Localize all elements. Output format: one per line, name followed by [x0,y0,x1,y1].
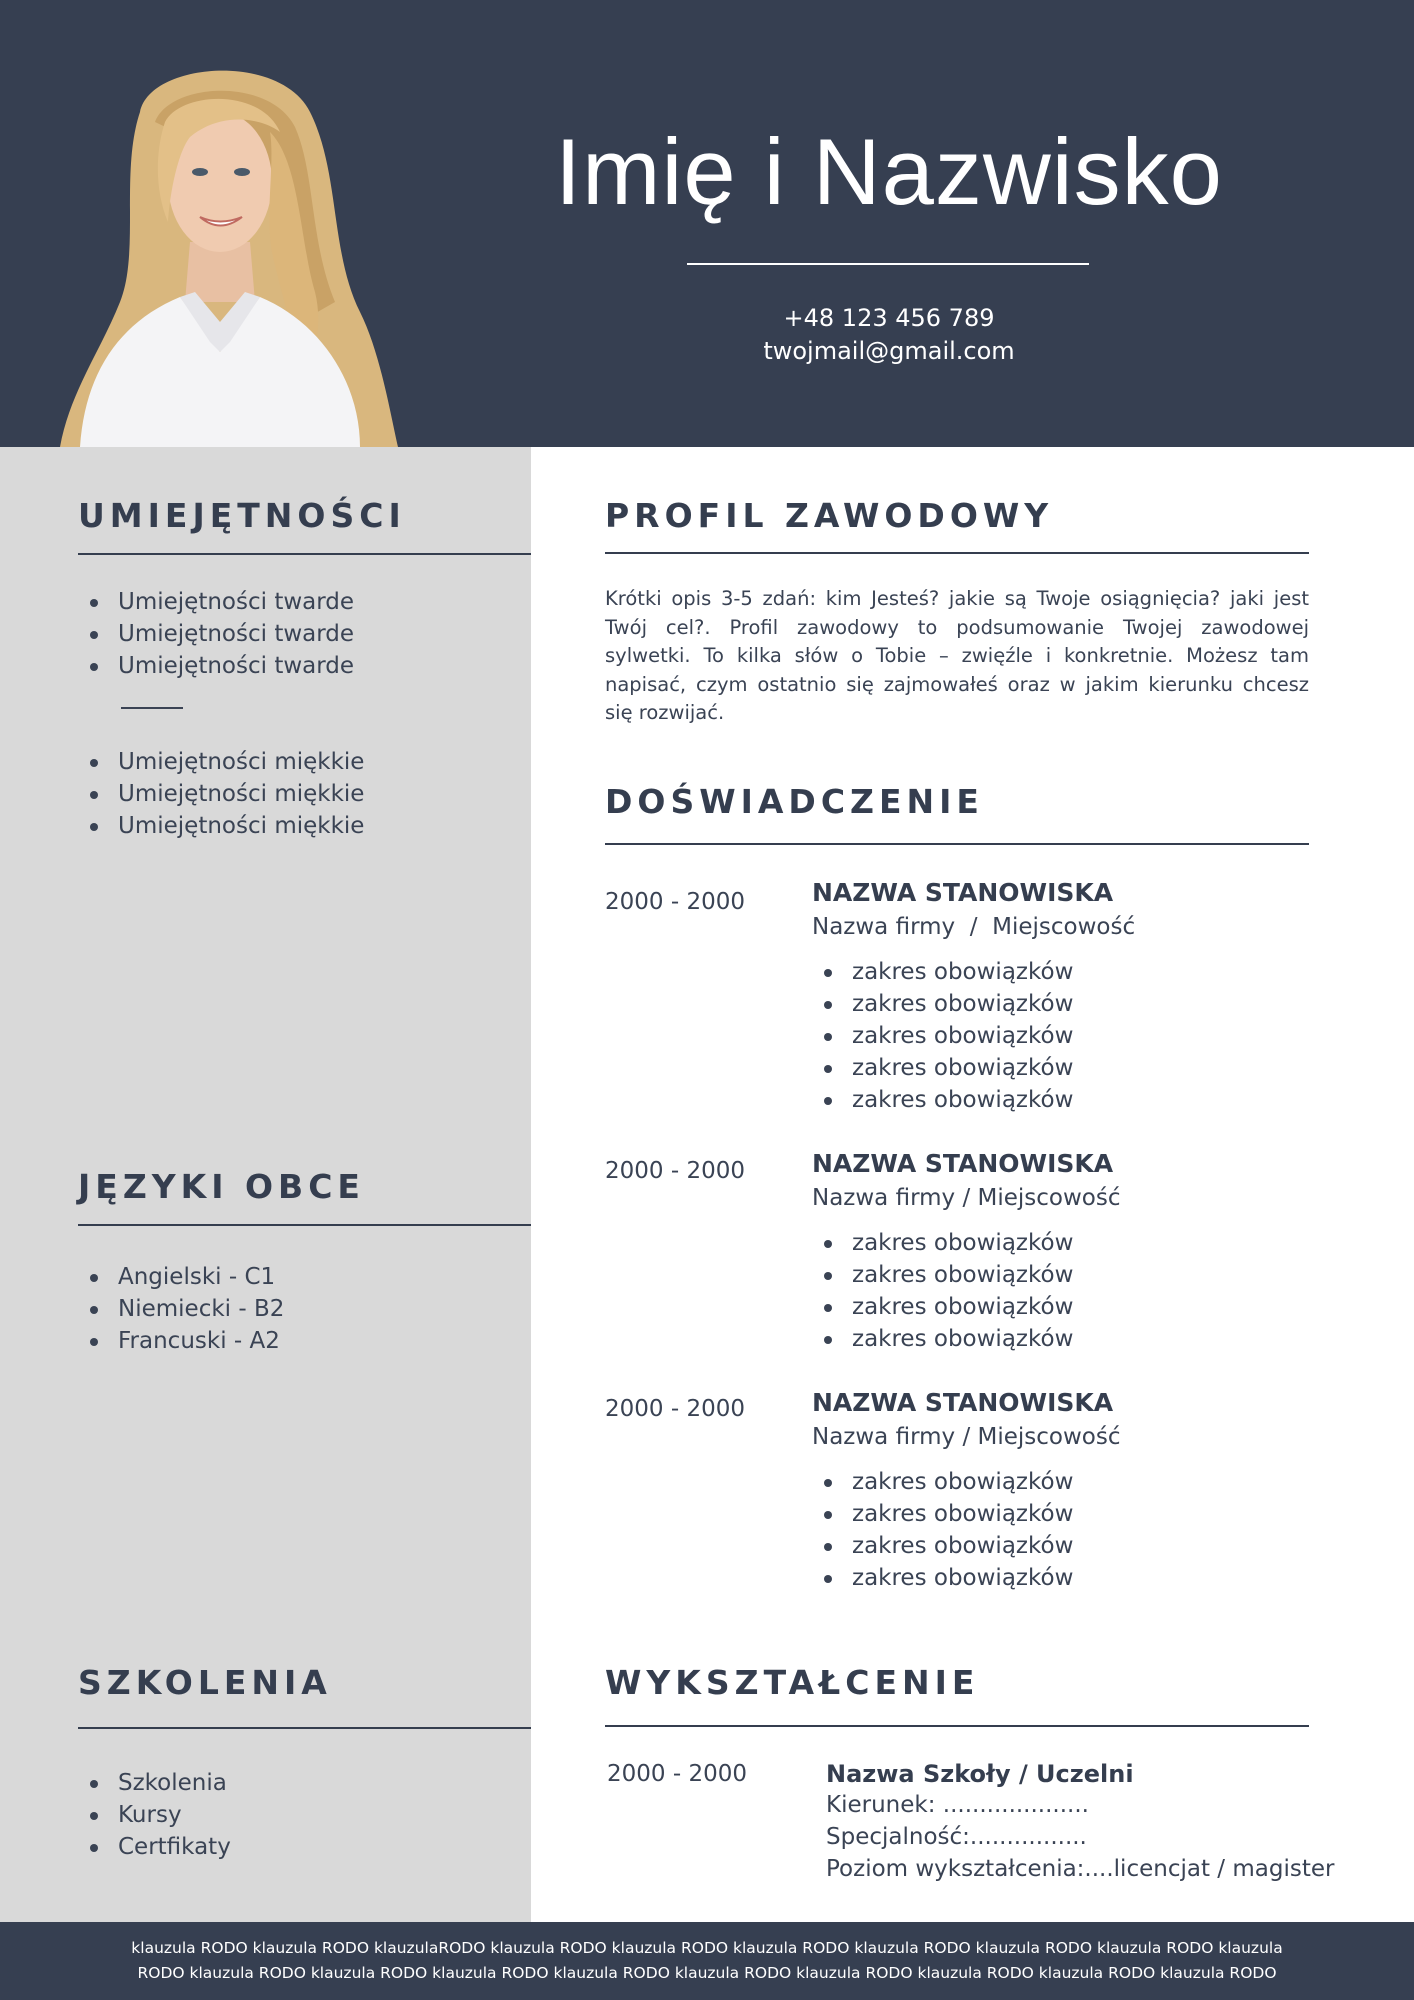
experience-title: DOŚWIADCZENIE [605,782,984,821]
job-company: Nazwa firmy / Miejscowość [812,1185,1121,1211]
job-dates: 2000 - 2000 [605,889,745,915]
job-duties-list [812,1466,1073,1594]
job-position: NAZWA STANOWISKA [812,878,1114,907]
list-item: Certfikaty [78,1831,231,1863]
list-item: zakres obowiązków [812,1291,1073,1323]
skills-divider [78,553,531,555]
list-item: zakres obowiązków [812,1020,1073,1052]
list-item: zakres obowiązków [812,1084,1073,1116]
job-duties-list [812,1227,1073,1355]
list-item: zakres obowiązków [812,988,1073,1020]
gdpr-clause [80,1936,1334,1986]
list-item: zakres obowiązków [812,1259,1073,1291]
list-item: Angielski - C1 [78,1261,284,1293]
list-item: zakres obowiązków [812,1498,1073,1530]
list-item: Umiejętności miękkie [78,778,364,810]
job-dates: 2000 - 2000 [605,1158,745,1184]
job-dates: 2000 - 2000 [605,1396,745,1422]
job-company: Nazwa firmy / Miejscowość [812,1424,1121,1450]
education-field: Kierunek: .................... [826,1792,1089,1818]
education-divider [605,1725,1309,1727]
skills-title: UMIEJĘTNOŚCI [78,496,406,535]
candidate-name: Imię i Nazwisko [555,119,1223,224]
profile-divider [605,552,1309,554]
list-item: zakres obowiązków [812,1052,1073,1084]
list-item: Kursy [78,1799,231,1831]
trainings-list [78,1767,231,1863]
gdpr-clause-line: klauzula RODO klauzula RODO klauzulaRODO klauzula RODO klauzula RODO klauzula RODO klauzula RODO klauzula RODO klauzula RODO klauzula [131,1939,1283,1957]
gdpr-clause-line: RODO klauzula RODO klauzula RODO klauzula RODO klauzula RODO klauzula RODO klauzula RODO klauzula RODO klauzula RODO klauzula RODO [137,1964,1277,1982]
skills-separator [121,707,183,709]
list-item: Umiejętności twarde [78,586,354,618]
list-item: Umiejętności miękkie [78,810,364,842]
experience-divider [605,843,1309,845]
job-duties-list [812,956,1073,1116]
trainings-divider [78,1727,531,1729]
list-item: Szkolenia [78,1767,231,1799]
education-level: Poziom wykształcenia:....licencjat / magister [826,1856,1335,1882]
email-address: twojmail@gmail.com [763,337,1015,365]
list-item: Niemiecki - B2 [78,1293,284,1325]
list-item: zakres obowiązków [812,1466,1073,1498]
job-position: NAZWA STANOWISKA [812,1388,1114,1417]
languages-title: JĘZYKI OBCE [78,1167,365,1206]
profile-title: PROFIL ZAWODOWY [605,496,1054,535]
name-divider [687,263,1089,265]
header-banner [0,0,1414,447]
languages-list [78,1261,284,1357]
education-dates: 2000 - 2000 [607,1761,747,1787]
list-item: Umiejętności twarde [78,618,354,650]
list-item: Umiejętności miękkie [78,746,364,778]
languages-divider [78,1224,531,1226]
profile-text: Krótki opis 3-5 zdań: kim Jesteś? jakie są Twoje osiągnięcia? jaki jest Twój cel?. Profil zawodowy to podsumowanie Twojej zawodowej sylwetki. To kilka słów o Tobie – zwięźle i konkretnie. Możesz tam napisać, czym ostatnio się zajmowałeś oraz w jakim kierunku chcesz się rozwijać. [605,587,1309,724]
list-item: Francuski - A2 [78,1325,284,1357]
list-item: zakres obowiązków [812,1227,1073,1259]
footer-banner [0,1922,1414,2000]
hard-skills-list [78,586,354,682]
job-position: NAZWA STANOWISKA [812,1149,1114,1178]
phone-number: +48 123 456 789 [783,304,995,332]
education-school: Nazwa Szkoły / Uczelni [826,1760,1134,1788]
list-item: zakres obowiązków [812,1323,1073,1355]
list-item: zakres obowiązków [812,1562,1073,1594]
trainings-title: SZKOLENIA [78,1663,332,1702]
education-specialty: Specjalność:................ [826,1824,1087,1850]
education-title: WYKSZTAŁCENIE [605,1663,980,1702]
job-company: Nazwa firmy / Miejscowość [812,914,1136,940]
list-item: zakres obowiązków [812,1530,1073,1562]
profile-photo [60,52,398,447]
list-item: zakres obowiązków [812,956,1073,988]
soft-skills-list [78,746,364,842]
list-item: Umiejętności twarde [78,650,354,682]
